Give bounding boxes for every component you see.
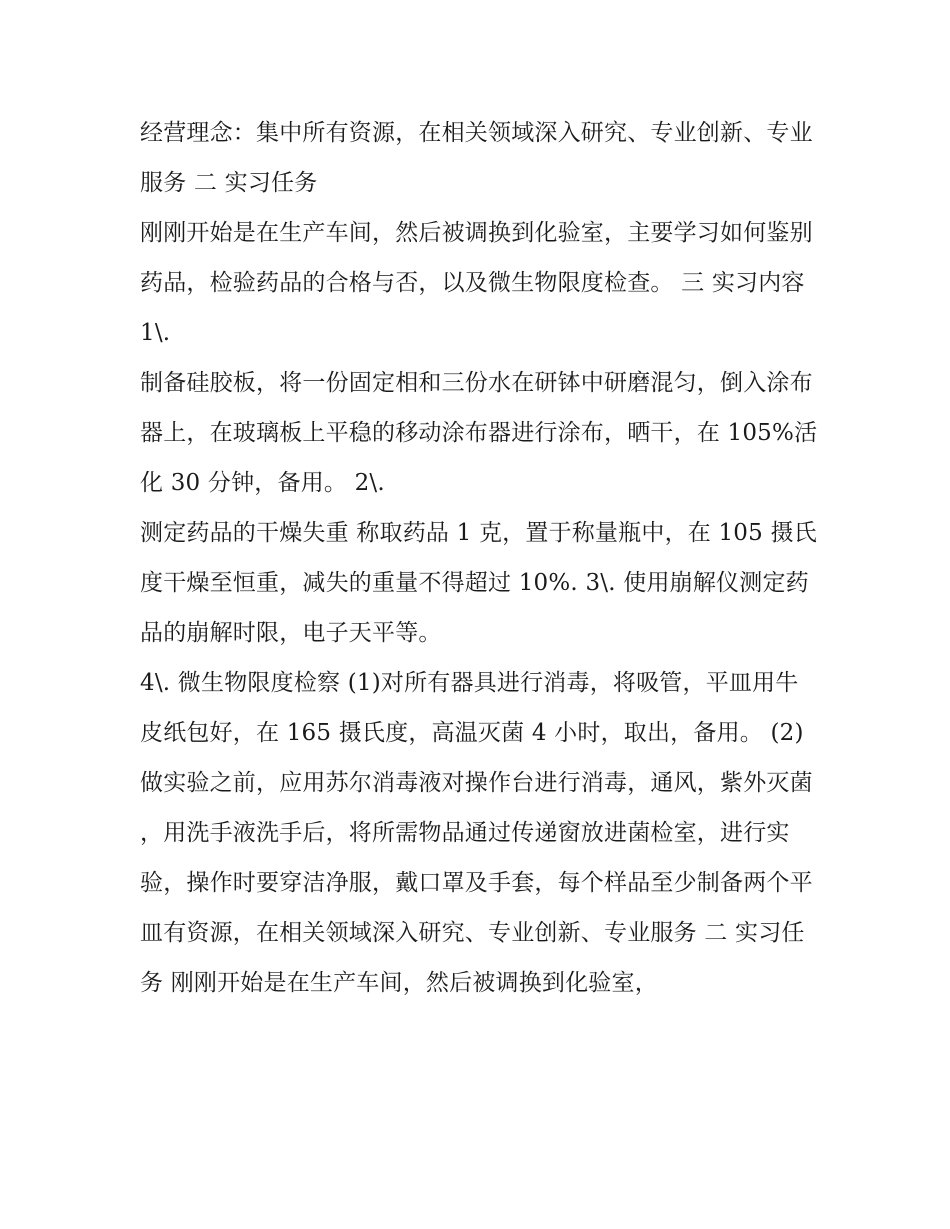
document-body — [140, 108, 820, 1008]
paragraph-disinfection: 做实验之前，应用苏尔消毒液对操作台进行消毒，通风，紫外灭菌 — [140, 770, 813, 796]
paragraph-microbial-limit: 4\. 微生物限度检察 (1)对所有器具进行消毒，将吸管，平皿用牛皮纸包好，在 165 摄氏度，高温灭菌 4 小时，取出，备用。 (2) — [140, 670, 804, 746]
paragraph-lab-procedure: ，用洗手液洗手后，将所需物品通过传递窗放进菌检室，进行实验，操作时要穿洁净服，戴口罩及手套，每个样品至少制备两个平皿有资源，在相关领域深入研究、专业创新、专业服务 二 实习任务 刚刚开始是在生产车间，然后被调换到化验室， — [140, 820, 813, 996]
paragraph-silica-plate: 制备硅胶板，将一份固定相和三份水在研钵中研磨混匀，倒入涂布器上，在玻璃板上平稳的移动涂布器进行涂布，晒干，在 105%活化 30 分钟，备用。 2\. — [140, 370, 818, 496]
paragraph-drying-loss: 测定药品的干燥失重 称取药品 1 克，置于称量瓶中，在 105 摄氏度干燥至恒重，减失的重量不得超过 10%. 3\. 使用崩解仪测定药品的崩解时限，电子天平等。 — [140, 520, 817, 646]
paragraph-internship-task: 刚刚开始是在生产车间，然后被调换到化验室，主要学习如何鉴别药品，检验药品的合格与否，以及微生物限度检查。 三 实习内容 1\. — [140, 220, 813, 346]
paragraph-business-philosophy: 经营理念：集中所有资源，在相关领域深入研究、专业创新、专业服务 二 实习任务 — [140, 120, 813, 196]
